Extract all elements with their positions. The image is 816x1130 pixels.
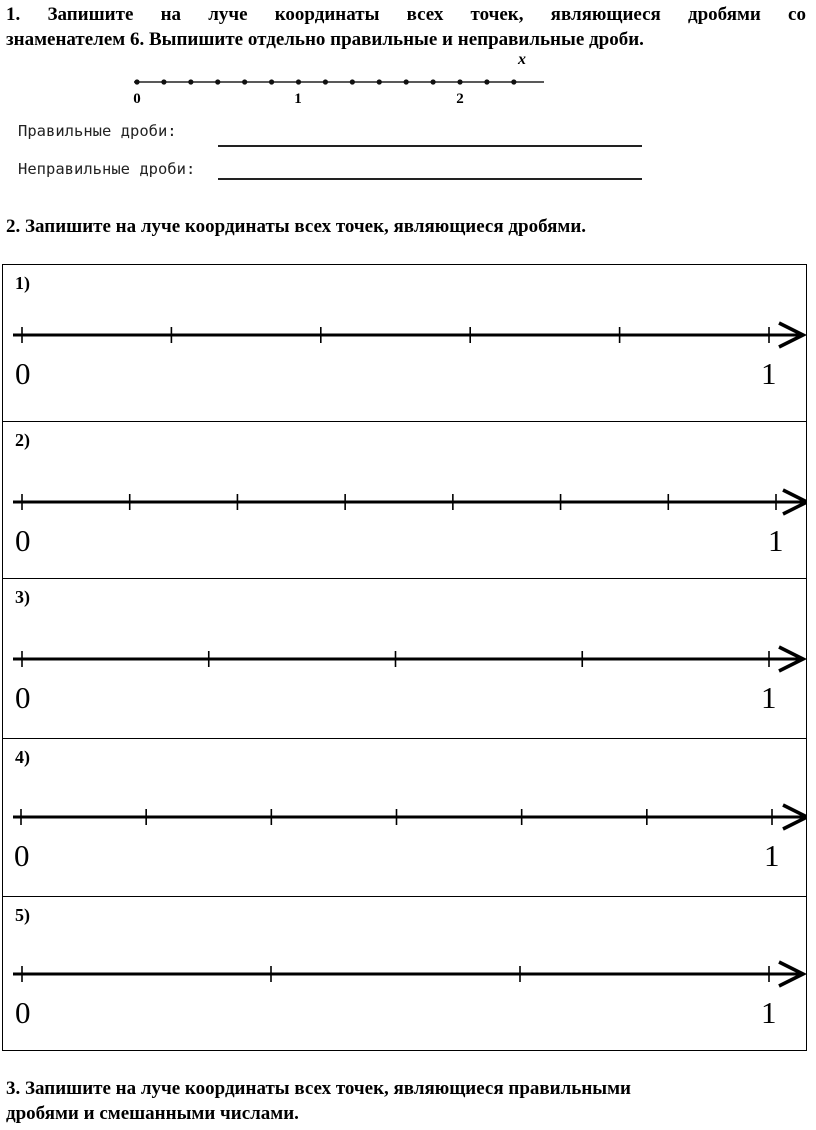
number-ray bbox=[3, 422, 806, 579]
small-ray-point bbox=[323, 79, 328, 84]
ray-cell-3 bbox=[3, 579, 806, 739]
rays-table bbox=[2, 264, 807, 1051]
task-2-text: 2. Запишите на луче координаты всех точек, являющиеся дробями. bbox=[6, 216, 587, 237]
ray-cell-label: 1) bbox=[15, 273, 30, 293]
improper-fractions-label: Неправильные дроби: bbox=[18, 160, 196, 178]
ray-end-label: 1 bbox=[761, 356, 777, 391]
ray-cell-2 bbox=[3, 422, 806, 579]
task-1-line-1: 1. Запишите на луче координаты всех точек, являющиеся дробями со bbox=[6, 4, 806, 25]
number-ray bbox=[3, 579, 806, 739]
ray-cell-1 bbox=[3, 265, 806, 422]
task-1-text bbox=[6, 2, 806, 52]
ray-start-label: 0 bbox=[15, 523, 31, 558]
small-ray-point bbox=[161, 79, 166, 84]
ray-cell-4 bbox=[3, 739, 806, 897]
small-ray-label-0: 0 bbox=[133, 91, 141, 107]
task-3-text bbox=[6, 1076, 806, 1126]
small-ray-point bbox=[134, 79, 139, 84]
ray-start-label: 0 bbox=[14, 838, 30, 873]
small-ray-point bbox=[242, 79, 247, 84]
ray-cell-label: 5) bbox=[15, 905, 30, 925]
small-ray-point bbox=[511, 79, 516, 84]
small-ray-points bbox=[134, 79, 516, 84]
ray-start-label: 0 bbox=[15, 356, 31, 391]
proper-fractions-answer-line[interactable] bbox=[218, 145, 642, 147]
small-ray-point bbox=[215, 79, 220, 84]
small-ray-label-1: 1 bbox=[294, 91, 302, 107]
ray-start-label: 0 bbox=[15, 680, 31, 715]
small-ray-label-2: 2 bbox=[456, 91, 464, 107]
number-ray bbox=[3, 739, 806, 897]
task-1-line-2: знаменателем 6. Выпишите отдельно правильные и неправильные дроби. bbox=[6, 29, 644, 50]
ray-cell-label: 4) bbox=[15, 747, 30, 767]
ray-end-label: 1 bbox=[761, 680, 777, 715]
small-ray-point bbox=[377, 79, 382, 84]
proper-fractions-label: Правильные дроби: bbox=[18, 122, 177, 140]
small-number-ray bbox=[126, 52, 556, 108]
small-ray-point bbox=[350, 79, 355, 84]
small-ray-point bbox=[269, 79, 274, 84]
ray-cell-label: 2) bbox=[15, 430, 30, 450]
small-ray-axis-name: x bbox=[518, 52, 526, 68]
ray-end-label: 1 bbox=[761, 995, 777, 1030]
small-ray-point bbox=[404, 79, 409, 84]
ray-end-label: 1 bbox=[768, 523, 784, 558]
improper-fractions-answer-line[interactable] bbox=[218, 178, 642, 180]
small-ray-point bbox=[457, 79, 462, 84]
small-ray-point bbox=[188, 79, 193, 84]
small-ray-point bbox=[484, 79, 489, 84]
number-ray bbox=[3, 265, 806, 422]
small-ray-point bbox=[296, 79, 301, 84]
number-ray bbox=[3, 897, 806, 1052]
ray-start-label: 0 bbox=[15, 995, 31, 1030]
ray-cell-5 bbox=[3, 897, 806, 1052]
task-3-line-1: 3. Запишите на луче координаты всех точек, являющиеся правильными bbox=[6, 1078, 631, 1099]
task-3-line-2: дробями и смешанными числами. bbox=[6, 1103, 299, 1124]
ray-cell-label: 3) bbox=[15, 587, 30, 607]
small-ray-point bbox=[430, 79, 435, 84]
ray-end-label: 1 bbox=[764, 838, 780, 873]
